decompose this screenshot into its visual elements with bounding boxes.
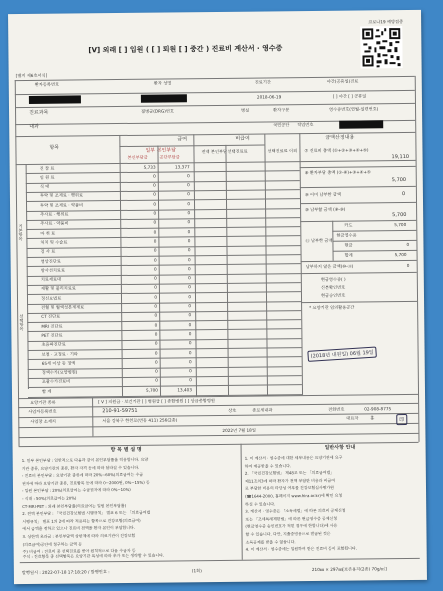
note-right-line: 2. 「국민건강보험법」 제48조 또는 「의료급여법」 [244,469,335,476]
reg-no-label: 환자등록번호 [34,81,60,87]
period-value: 2018-06-19 [256,94,282,100]
table-row-corp-pay: 0 [189,368,192,374]
unpaid-label: 납부하지 않은 금액(⑩-⑪) [305,263,354,270]
notes-footer: 주석 : 진료항목 중 선택항목은 요양기관 특성에 따라 추가 또는 생략할 수 있습니다. [22,552,165,560]
table-row-self-pay: 0 [154,331,158,337]
table-row-label: PET 진단료 [41,332,63,338]
table-row-corp-pay: 0 [188,284,191,290]
table-row-label: 처치 및 수술료 [40,239,68,245]
divider [20,558,420,563]
seal-icon: 印 [396,414,407,425]
night-label: 야간(공휴일)진료 [326,78,359,84]
table-row-self-pay: 0 [155,368,158,374]
note-right-line: 소득공제를 받을 수 없습니다. [245,538,296,545]
table-row-self-pay: 0 [154,285,157,291]
divider [119,145,264,148]
receipt-paper [8,10,427,584]
form-number: [별지 제6호서식] [15,72,48,79]
table-row-corp-pay: 0 [187,256,191,262]
note-right-line: 제11조의3에 따라 환자가 전액 부담한 비용과 비급여 [244,477,335,484]
due-label: ⑩ 납부할 금액 (⑧-⑨) [305,206,346,213]
cash-receipt-row-3: 현금승인번호 [320,292,346,298]
full-self-header: 전액 본인부담 [201,148,228,155]
table-row-self-pay: 0 [153,182,156,188]
receipt-no-label: 작업번호 [297,121,314,128]
note-right-line: 4. 이 계산서 · 영수증에는 입원하여 받은 진료비 등이 포함됩니다. [245,545,357,552]
cash-receipt-row-2: 신분확인번호 [320,284,346,290]
card-value: 5,700 [394,222,407,228]
table-row-self-pay: 0 [153,219,157,225]
representative-value: 홍 [370,415,375,421]
divider [301,260,417,262]
notes-left [8,10,421,14]
table-row-label: 검 사 료 [40,248,56,255]
note-left-line: - 입원 본인부담 : 20%(의료급여는 수급권자에 따라 0%~10%) [21,487,131,494]
table-row-label: 65세 이상 등 정액 [41,360,76,366]
divider [300,166,416,168]
divider [92,397,93,436]
table-row-corp-pay: 0 [187,200,191,206]
table-row-self-pay: 0 [154,275,157,281]
table-row-corp-pay: 0 [187,247,191,253]
sum-label: 합계 [344,252,353,258]
table-right-border [415,76,420,442]
other-nonpay-header: 선택진료료 이외 [267,148,298,154]
note-left-line: 기관 종류, 요양기관의 종류, 환자 자격 등에 따라 달라질 수 있습니다. [21,464,140,471]
card-label: 카드 [344,222,353,228]
corp-pay-header: 공단부담금 [159,154,180,160]
cash-label: 현금 [344,242,353,248]
biz-no-value: 210-91-59751 [102,407,138,415]
table-row-label: 정액수가(요양병원) [41,369,78,375]
notes-right [8,10,421,14]
total-label: ⑦ 진료비 총액 (①+②+③+④+⑤) [304,147,369,154]
note-right-line: (☎1644-2000, 홈페이지 www.hira.or.kr)에 확인 요청 [245,492,343,499]
divider [301,272,417,274]
divider [18,423,418,428]
insured-header: 일부 본인부담 [145,147,177,154]
cash-receipt-row-1: 현금영수증( ) [320,276,346,282]
note-right-line: 1. 이 계산서 · 영수증에 대한 세부내용은 요양기관에 요구 [244,454,343,461]
item-header: 항목 [49,144,60,151]
note-right-line: 하여 제공받을 수 있습니다. [244,462,292,469]
note-right-line: 또는 「조세특례제한법」에 따른 현금영수증 공제신청 [245,515,338,522]
table-row-self-pay: 0 [153,201,157,207]
table-row-label: CT 진단료 [41,313,61,320]
table-row-label: 보철 · 교정료 · 기타 [41,350,78,357]
table-row-corp-pay: 0 [188,349,192,355]
nonpay-header: 비급여 [235,135,250,142]
table-row-self-pay: 0 [154,266,157,272]
table-row-corp-pay: 13,403 [177,386,192,393]
ward-label: 질병군(DRG)번호 [141,108,174,114]
free-space-label: * 요양기관 임의활용공간 [309,304,355,311]
table-row-label: 주사료 · 약품비 [40,220,69,227]
sum-value: 5,700 [394,252,407,258]
table-row-corp-pay: 0 [187,219,191,225]
table-row-corp-pay: 0 [187,228,191,234]
divider [225,145,229,396]
table-row-self-pay: 5,733 [143,164,156,170]
note-left-line: 3. 상한액 초과금 : 본인부담액 상한제에 따라 의료기관이 건강보험 [22,532,136,540]
note-left-line: - 식대 : 50%(의료급여는 20%) [22,495,77,502]
table-row-self-pay: 0 [154,340,158,346]
divider [332,230,416,232]
table-row-corp-pay: 0 [187,173,190,179]
table-row-corp-pay: 0 [188,312,192,318]
note-left-line: 주) 비급여 : 진료비 중 선택진료를 받아 원칙적으로 다음 수급자 등 [22,548,136,555]
table-row-label: 정신요법료 [40,295,62,301]
paid-label: ⑨ 이미 납부한 금액 [304,191,342,198]
table-row-label: 전혈 및 혈액성분제제료 [41,304,85,310]
note-left-line: 에서 금액을 정하고 있으나 진료비 전액을 환자 본인이 부담합니다. [22,525,136,532]
table-row-corp-pay: 0 [187,182,190,188]
table-row-corp-pay: 13,377 [174,163,190,169]
note-left-line: 2. 전액 본인부담 : 「국민건강보험법 시행규칙」 별표 6 또는 「의료급여법 [22,509,151,517]
visit-date-stamp: (2018년 내원일) 06월 19일 [307,347,377,362]
table-row-label: 투약 및 조제료 · 행위료 [39,192,84,199]
footer-serial: (1회) [191,568,202,574]
phone-label: 전화번호 [328,406,345,412]
paid-method-label: ⑪ 납부한 금액 [305,237,333,244]
table-row-corp-pay: 0 [189,377,192,383]
notes-right-title: 일반사항 안내 [324,444,356,451]
note-right-line: 할 수 있습니다. 다만, 지출증빙용으로 발급된 것은 [245,530,331,537]
table-row-self-pay: 0 [153,210,157,216]
table-row-self-pay: 0 [153,229,157,235]
table-row-label: MRI 진단료 [41,323,63,329]
patient-total-label: ⑧ 환자부담 총액 (①-⑥)+③+④+⑤ [304,169,371,176]
table-row-self-pay: 0 [154,359,158,365]
divider [157,146,161,397]
divider [241,444,243,560]
table-row-corp-pay: 0 [188,359,192,365]
table-row-corp-pay: 0 [188,331,192,337]
representative-label: 대표자 [346,415,359,421]
divider [300,186,416,188]
table-row-self-pay: 0 [153,257,157,263]
divider [301,301,417,303]
note-right-line: (현금영수증 승인번호가 적힌 경우에 한합니다)에 사용 [245,523,338,530]
table-row-label: 초음파진단료 [41,341,66,348]
table-row-self-pay: 5,700 [145,387,158,393]
type-value: 국민공단 [273,122,290,128]
note-right-line: 3. 계산서 · 영수증은 「소득세법」에 따른 의료비 공제신청 [245,507,346,514]
table-row-label: 투약 및 조제료 · 약품비 [40,202,84,208]
note-right-line: 로 부담한 비용의 타당성 여부를 건강보험심사평가원 [244,485,334,492]
table-row-label: 치료재료대 [40,276,62,282]
table-row-corp-pay: 0 [187,210,191,216]
item-rows [8,10,421,14]
note-left-line: 시행규칙」 별표 1의 2에 따라 적용되는 항목으로 건강보험(의료급여) [22,517,141,524]
table-row-corp-pay: 0 [188,275,191,281]
notes-left-title: 항 목 별 설 명 [110,446,142,454]
table-row-label: 방사선치료료 [40,267,66,273]
table-bottom-border [19,442,419,447]
table-row-self-pay: 0 [154,312,158,318]
issue-date: 2022년 7월 18일 [222,427,256,433]
note-left-line: CT·MRI·PET : 외래 본인부담률(의료급여는 입원 본인부담률) [22,502,127,509]
cash-value: 0 [406,241,410,248]
qr-caption: 코로나19 예방접종 [368,19,404,25]
calc-header: 금액산정내용 [325,134,355,141]
address-label: 사업장 소재지 [30,418,56,424]
divider [16,160,416,165]
table-row-self-pay: 0 [154,350,158,356]
biz-no-label: 사업자등록번호 [28,408,57,414]
table-row-self-pay: 0 [153,173,156,179]
redacted-patient-name [141,94,187,102]
note-left-line: 권자에 따라 요양기관 종류, 진료항목 등에 따라 0~2000원, 0%~15%) 등 [21,479,150,486]
redacted-receipt-no [339,120,383,128]
table-row-corp-pay: 0 [187,191,190,197]
table-row-corp-pay: 0 [188,266,191,272]
table-row-label: 입 원 료 [39,174,55,180]
patient-total-value: 5,700 [391,177,407,184]
note-left-line: 1. 일부 본인부담 : 일반적으로 다음과 같이 본인부담률을 적용합니다. 요양 [21,456,149,464]
room-label: 병실 [241,107,250,113]
phone-value: 02-908-8775 [364,406,392,412]
category-basic: 기본항목 [18,224,24,241]
table-row-self-pay: 0 [155,378,158,384]
due-value: 5,700 [392,212,407,219]
table-row-self-pay: 0 [154,322,158,328]
table-row-corp-pay: 0 [188,293,192,299]
cash-receipt-label: 현금영수증 [336,232,357,238]
table-row-self-pay: 0 [154,294,158,300]
footer-issued: 발행일시 : 2022-07-18 17:18:20 / 발행번호 : [21,569,110,576]
table-row-self-pay: 0 [153,238,157,244]
unpaid-value: 0 [406,262,410,269]
document-title: [V] 외래 [ ] 입원 ( [ ] 퇴원 [ ] 중간 ) 진료비 계산서 · 영수증 [88,44,283,55]
institution-name-value: 종로세내과 [252,407,273,413]
night-value: [ ] 야간 [ ] 공휴일 [332,93,367,99]
note-left-line: - 진료비 본인부담 : 요양기관 종류에 따라 20%~60%(의료급여는 수급 [21,471,144,479]
table-row-corp-pay: 0 [188,340,192,346]
table-row-label: 마 취 료 [40,230,56,236]
table-row-corp-pay: 0 [187,238,191,244]
table-row-label: 재활 및 물리치료료 [40,285,76,292]
table-row-self-pay: 0 [153,192,156,198]
category-optional: 선택항목 [19,314,25,331]
patient-name-label: 환자 성명 [153,80,172,86]
note-left-line: (의료급여)공단에 청구하는 금액 등 [22,541,82,547]
address-value: 서울 강북구 한천로(번동 411) 256(2층) [102,417,178,424]
table-row-label: 식 대 [39,183,50,189]
divider [15,132,415,137]
footer-paper-size: 210㎜ × 297㎜[보존용지(2종) 70g/㎡] [311,566,387,573]
divider [332,240,416,242]
dept-value: 내과 [29,123,39,130]
table-row-self-pay: 0 [153,247,157,253]
table-row-corp-pay: 0 [188,303,192,309]
select-medical-header: 선택진료료 [227,148,248,154]
divider [18,433,418,438]
type-label: 환자구분 [273,107,290,113]
table-row-self-pay: 0 [154,303,158,309]
pay-header: 급여 [177,136,188,143]
table-row-label: 포괄수가진료비 [41,378,71,385]
table-row-label: 영상진단료 [40,258,61,264]
dept-label: 진료과목 [29,109,49,116]
qr-code[interactable] [360,26,402,68]
institution-type-label: 요양기관 종류 [30,399,56,405]
table-row-label: 합 계 [41,388,52,394]
self-pay-header: 본인부담금 [127,154,148,160]
institution-type-value: [ V ] 의원급 · 보건기관 [ ] 병원급 [ ] 종합병원 [ ] 상급종합병원 [98,398,215,405]
institution-name-label: 상호 [228,407,237,413]
divider [300,202,416,204]
total-value: 19,110 [391,153,410,161]
period-label: 진료기간 [254,79,271,85]
table-row-corp-pay: 0 [188,321,192,327]
remark-label: 영수증번호(연월-일련번호) [329,106,379,112]
table-row-label: 주사료 · 행위료 [40,211,69,217]
note-right-line: 하실 수 있습니다. [245,501,276,507]
paid-value: 0 [401,191,406,198]
redacted-reg-no [29,95,81,104]
table-row-label: 진 찰 료 [39,165,55,171]
